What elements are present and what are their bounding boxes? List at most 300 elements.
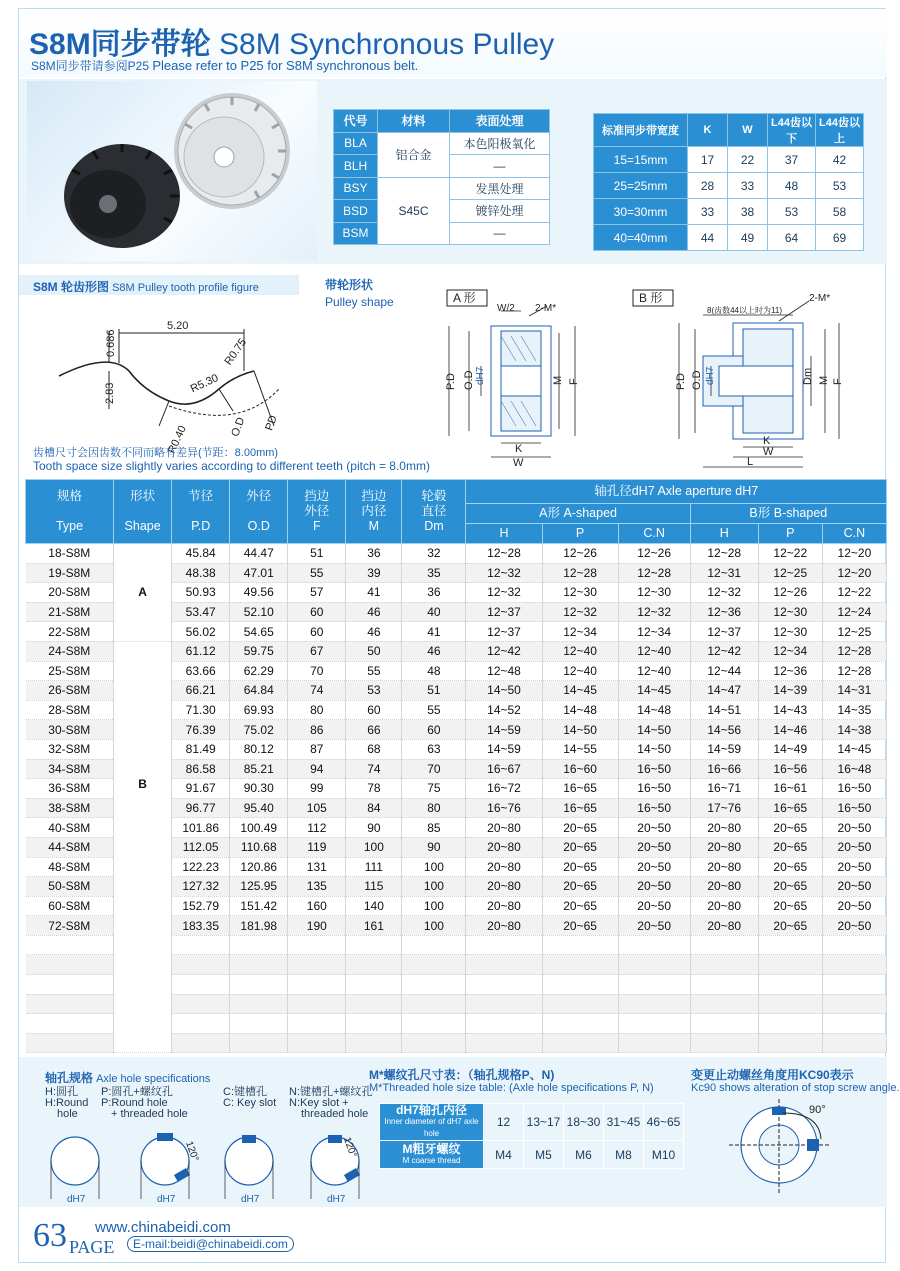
table-cell: 12~42	[690, 641, 758, 661]
table-cell	[758, 994, 822, 1014]
a-dim-dh7: dH7	[475, 366, 486, 385]
axle-n-cn: N:键槽孔+螺纹孔	[289, 1086, 373, 1098]
kw-cell: 64	[768, 225, 816, 251]
table-cell	[618, 935, 690, 955]
table-cell: 125.95	[230, 877, 288, 897]
table-cell	[230, 975, 288, 995]
table-cell: 48.38	[172, 563, 230, 583]
table-cell: 12~32	[542, 602, 618, 622]
table-cell	[822, 935, 886, 955]
table-cell: 34-S8M	[26, 759, 114, 779]
table-cell: 20~80	[466, 857, 542, 877]
col-m-cn: 挡边内径	[361, 489, 387, 518]
table-cell	[542, 935, 618, 955]
table-cell: 14~47	[690, 681, 758, 701]
table-cell	[618, 1033, 690, 1053]
table-cell: 20~50	[618, 896, 690, 916]
table-cell: 17~76	[690, 798, 758, 818]
table-cell	[402, 955, 466, 975]
table-cell	[346, 1033, 402, 1053]
b-shape-label: B 形	[639, 291, 663, 305]
table-cell: 12~42	[466, 641, 542, 661]
table-cell: 20~65	[542, 916, 618, 936]
table-cell	[26, 955, 114, 975]
pulley-photo-image	[27, 81, 317, 261]
table-cell: 112.05	[172, 837, 230, 857]
dim-pd: PD	[263, 413, 280, 433]
thread-cell: 12	[484, 1104, 524, 1141]
table-cell	[402, 935, 466, 955]
table-cell: 16~50	[618, 779, 690, 799]
table-cell: 131	[288, 857, 346, 877]
table-cell	[466, 935, 542, 955]
col-shape-en: Shape	[124, 519, 161, 533]
table-cell: 12~30	[618, 583, 690, 603]
table-cell: 80	[288, 700, 346, 720]
table-cell: 28-S8M	[26, 700, 114, 720]
table-cell: 90.30	[230, 779, 288, 799]
axle-n-en2: threaded hole	[301, 1108, 369, 1120]
table-cell: 14~35	[822, 700, 886, 720]
table-cell: 20~50	[618, 916, 690, 936]
table-cell: 20~80	[690, 916, 758, 936]
tooth-note	[33, 447, 430, 473]
table-cell: 14~50	[618, 739, 690, 759]
table-cell: 14~50	[542, 720, 618, 740]
table-cell: 101.86	[172, 818, 230, 838]
table-cell: 20~65	[758, 818, 822, 838]
table-cell: 20~50	[822, 877, 886, 897]
table-cell: 20~80	[466, 818, 542, 838]
axle-h-cn: H:圆孔	[45, 1086, 78, 1098]
table-cell: 84	[346, 798, 402, 818]
kw-cell: 25=25mm	[594, 173, 688, 199]
table-cell: 63.66	[172, 661, 230, 681]
thread-cell: M4	[484, 1141, 524, 1169]
table-cell: 20~50	[822, 837, 886, 857]
table-cell: 80.12	[230, 739, 288, 759]
table-cell: 38-S8M	[26, 798, 114, 818]
table-cell: 44.47	[230, 544, 288, 564]
table-cell: 81.49	[172, 739, 230, 759]
b-dim-m: M	[818, 375, 830, 385]
col-a-h: H	[466, 524, 542, 544]
table-cell: 59.75	[230, 641, 288, 661]
table-cell	[466, 955, 542, 975]
a-dim-pd: P.D	[445, 373, 457, 390]
mat-material: S45C	[378, 177, 450, 245]
kw-h: 标准同步带宽度	[594, 114, 688, 147]
col-pd	[172, 480, 230, 544]
table-cell: 60	[288, 622, 346, 642]
table-cell	[690, 1014, 758, 1034]
table-cell: 20~80	[466, 877, 542, 897]
dh7-label: dH7	[327, 1194, 346, 1205]
table-cell: 67	[288, 641, 346, 661]
col-shape-cn: 形状	[130, 489, 156, 503]
tooth-title-cn: S8M 轮齿形图	[33, 280, 110, 294]
table-cell: 55	[346, 661, 402, 681]
table-cell: 48-S8M	[26, 857, 114, 877]
table-cell: 30-S8M	[26, 720, 114, 740]
thread-cell: M5	[524, 1141, 564, 1169]
table-cell	[346, 994, 402, 1014]
table-cell: 55	[288, 563, 346, 583]
table-cell: 20~50	[822, 857, 886, 877]
table-cell: 41	[346, 583, 402, 603]
table-cell: 14~50	[618, 720, 690, 740]
table-cell: 20~65	[542, 896, 618, 916]
table-cell: 12~25	[822, 622, 886, 642]
table-cell: 12~30	[542, 583, 618, 603]
table-cell: 20~80	[690, 818, 758, 838]
table-cell: 14~50	[466, 681, 542, 701]
table-cell	[230, 1014, 288, 1034]
subtitle-cn: S8M同步带请参阅P25	[31, 59, 150, 73]
col-f	[288, 480, 346, 544]
kw-h: W	[728, 114, 768, 147]
table-cell: 12~34	[542, 622, 618, 642]
col-f-en: F	[312, 519, 321, 533]
mat-code: BSM	[334, 222, 378, 245]
a-shape-label: A 形	[453, 291, 476, 305]
table-cell: 85	[402, 818, 466, 838]
col-od-en: O.D	[247, 519, 270, 533]
a-dim-m: M	[552, 375, 564, 385]
axle-h-en1: H:Round	[45, 1097, 89, 1109]
table-cell: 14~48	[542, 700, 618, 720]
thread-r1-en: Inner diameter of dH7 axle hole	[384, 1117, 479, 1138]
table-cell: 50.93	[172, 583, 230, 603]
kw-cell: 22	[728, 147, 768, 173]
table-cell: 12~28	[466, 544, 542, 564]
table-cell: 87	[288, 739, 346, 759]
table-cell: 25-S8M	[26, 661, 114, 681]
table-cell: 20~65	[758, 896, 822, 916]
table-cell: 64.84	[230, 681, 288, 701]
table-cell: 20~80	[690, 837, 758, 857]
table-cell: 60-S8M	[26, 896, 114, 916]
table-cell: 14~46	[758, 720, 822, 740]
table-cell: 20-S8M	[26, 583, 114, 603]
thread-cell: 46~65	[644, 1104, 684, 1141]
table-cell: 20~50	[822, 896, 886, 916]
table-cell	[230, 1033, 288, 1053]
table-cell	[172, 955, 230, 975]
kw-cell: 53	[768, 199, 816, 225]
table-cell: 12~40	[618, 661, 690, 681]
axle-c-cn: C:键槽孔	[223, 1086, 267, 1098]
table-cell: 40-S8M	[26, 818, 114, 838]
table-cell: 90	[346, 818, 402, 838]
table-cell	[402, 1014, 466, 1034]
table-cell	[466, 975, 542, 995]
table-cell: 39	[346, 563, 402, 583]
table-cell: 22-S8M	[26, 622, 114, 642]
page-number: 63	[33, 1217, 67, 1254]
kw-h: L44齿以上	[816, 114, 864, 147]
table-cell: 140	[346, 896, 402, 916]
table-cell: 36	[402, 583, 466, 603]
table-cell	[618, 955, 690, 975]
table-cell: 12~26	[758, 583, 822, 603]
round-hole-icon	[51, 1137, 99, 1185]
col-type-en: Type	[55, 519, 84, 533]
table-cell: 20~80	[466, 896, 542, 916]
table-cell: 16~71	[690, 779, 758, 799]
kw-cell: 33	[728, 173, 768, 199]
table-cell	[26, 994, 114, 1014]
email-link[interactable]: E-mail:beidi@chinabeidi.com	[127, 1236, 294, 1252]
thread-cell: 13~17	[524, 1104, 564, 1141]
table-cell: 20~50	[822, 818, 886, 838]
table-cell: 20~65	[542, 837, 618, 857]
table-cell: 86	[288, 720, 346, 740]
title-cn: S8M同步带轮	[29, 28, 211, 61]
table-cell	[288, 935, 346, 955]
angle-120-label: 120°	[183, 1139, 201, 1164]
table-cell: 16~50	[822, 798, 886, 818]
table-cell: 45.84	[172, 544, 230, 564]
col-dm-cn: 轮毂直径	[421, 489, 447, 518]
table-cell: 12~37	[466, 602, 542, 622]
table-cell: 12~48	[466, 661, 542, 681]
table-cell: 70	[288, 661, 346, 681]
table-cell	[288, 1033, 346, 1053]
table-cell: 16~65	[758, 798, 822, 818]
table-cell: 76.39	[172, 720, 230, 740]
table-cell	[542, 975, 618, 995]
table-cell: 75	[402, 779, 466, 799]
b-dim-dm: Dm	[802, 367, 814, 385]
subtitle-en: Please refer to P25 for S8M synchronous belt.	[152, 58, 419, 73]
kw-cell: 58	[816, 199, 864, 225]
table-cell	[402, 994, 466, 1014]
col-b-p: P	[758, 524, 822, 544]
table-cell: 12~37	[466, 622, 542, 642]
dh7-label: dH7	[157, 1194, 176, 1205]
axle-type-h	[45, 1087, 105, 1120]
table-cell: 20~80	[690, 857, 758, 877]
table-cell: 32	[402, 544, 466, 564]
table-cell	[172, 1033, 230, 1053]
mat-treat: —	[450, 222, 550, 245]
table-cell	[822, 1033, 886, 1053]
table-row	[26, 641, 887, 661]
mat-h-treat: 表面处理	[450, 110, 550, 133]
table-cell: 46	[402, 641, 466, 661]
table-cell: 53.47	[172, 602, 230, 622]
axle-p-en1: P:Round hole	[101, 1097, 168, 1109]
page-header	[19, 9, 887, 77]
dh7-label: dH7	[241, 1194, 260, 1205]
table-cell: 71.30	[172, 700, 230, 720]
table-cell: 100	[346, 837, 402, 857]
tooth-title-en: S8M Pulley tooth profile figure	[112, 282, 259, 294]
table-cell: 12~30	[758, 622, 822, 642]
col-od	[230, 480, 288, 544]
table-cell: 12~32	[466, 583, 542, 603]
table-cell: 14~49	[758, 739, 822, 759]
table-cell: 12~37	[690, 622, 758, 642]
table-cell: 49.56	[230, 583, 288, 603]
key-slot-hole-icon	[225, 1137, 273, 1185]
axle-p-cn: P:圆孔+螺纹孔	[101, 1086, 173, 1098]
table-cell	[542, 1033, 618, 1053]
catalog-page	[18, 8, 900, 1263]
b-dim-8: 8(齿数44以上时为11)	[707, 306, 782, 315]
table-cell: 160	[288, 896, 346, 916]
table-cell: 12~28	[822, 641, 886, 661]
table-cell	[690, 994, 758, 1014]
table-cell: 20~50	[618, 837, 690, 857]
col-a-cn: C.N	[618, 524, 690, 544]
table-cell: 12~31	[690, 563, 758, 583]
table-cell: 12~34	[618, 622, 690, 642]
kw-h: K	[688, 114, 728, 147]
col-b-shaped: B形 B-shaped	[690, 504, 886, 524]
table-cell	[172, 975, 230, 995]
material-table	[333, 109, 550, 245]
table-cell: 91.67	[172, 779, 230, 799]
mat-h-material: 材料	[378, 110, 450, 133]
table-cell: 40	[402, 602, 466, 622]
table-cell: 16~65	[542, 798, 618, 818]
dim-0-686: 0.686	[105, 329, 117, 357]
table-cell: 20~65	[758, 837, 822, 857]
thread-cell: M6	[564, 1141, 604, 1169]
table-cell: 12~34	[758, 641, 822, 661]
pulley-photo	[27, 81, 317, 261]
table-cell: 70	[402, 759, 466, 779]
table-cell: 20~80	[690, 896, 758, 916]
dim-r0-75: R0.75	[222, 336, 250, 368]
thread-size-table	[379, 1103, 684, 1169]
table-cell: 14~45	[542, 681, 618, 701]
table-cell: 74	[288, 681, 346, 701]
table-cell	[402, 975, 466, 995]
table-cell: 36	[346, 544, 402, 564]
table-cell: 50-S8M	[26, 877, 114, 897]
kc90-diagram	[719, 1099, 869, 1199]
table-cell: 12~32	[690, 583, 758, 603]
table-cell: 14~38	[822, 720, 886, 740]
table-cell: 12~36	[690, 602, 758, 622]
col-m	[346, 480, 402, 544]
dim-2-83: 2.83	[104, 382, 116, 404]
b-dim-dh7: dH7	[705, 366, 716, 385]
table-cell: 16~60	[542, 759, 618, 779]
table-cell	[690, 1033, 758, 1053]
page-word: PAGE	[69, 1237, 115, 1257]
b-dim-k: K	[763, 435, 771, 447]
dim-r5-30: R5.30	[188, 372, 221, 396]
website-link[interactable]: www.chinabeidi.com	[95, 1219, 231, 1236]
table-cell: 86.58	[172, 759, 230, 779]
shape-cell-b: B	[114, 641, 172, 1052]
table-cell: 74	[346, 759, 402, 779]
table-cell	[758, 975, 822, 995]
mat-treat: —	[450, 155, 550, 178]
col-od-cn: 外径	[246, 489, 272, 503]
table-cell: 16~67	[466, 759, 542, 779]
table-cell	[466, 994, 542, 1014]
table-cell: 16~50	[618, 759, 690, 779]
table-cell: 14~59	[466, 739, 542, 759]
table-cell: 14~45	[618, 681, 690, 701]
mat-code: BSY	[334, 177, 378, 200]
table-cell: 183.35	[172, 916, 230, 936]
table-cell: 12~24	[822, 602, 886, 622]
table-cell: 12~28	[618, 563, 690, 583]
table-cell: 16~48	[822, 759, 886, 779]
table-cell	[172, 994, 230, 1014]
title-en: S8M Synchronous Pulley	[219, 28, 555, 61]
thread-cell: M8	[604, 1141, 644, 1169]
table-cell	[346, 935, 402, 955]
table-cell: 20~50	[618, 857, 690, 877]
thread-title-en: M*Threaded hole size table: (Axle hole specifications P, N)	[369, 1082, 654, 1094]
table-cell	[346, 955, 402, 975]
table-cell: 14~48	[618, 700, 690, 720]
table-cell: 12~32	[466, 563, 542, 583]
table-cell	[618, 994, 690, 1014]
table-cell: 55	[402, 700, 466, 720]
kc-title-en: Kc90 shows alteration of stop screw angle.	[691, 1082, 900, 1094]
kc-title-cn: 变更止动螺丝角度用KC90表示	[691, 1068, 854, 1082]
thread-cell: 18~30	[564, 1104, 604, 1141]
table-cell: 21-S8M	[26, 602, 114, 622]
thread-row1-head	[380, 1104, 484, 1141]
thread-r2-en: M coarse thread	[402, 1155, 461, 1165]
kw-cell: 42	[816, 147, 864, 173]
kw-cell: 33	[688, 199, 728, 225]
table-cell: 20~50	[822, 916, 886, 936]
table-cell: 85.21	[230, 759, 288, 779]
table-cell: 46	[346, 622, 402, 642]
table-cell: 100.49	[230, 818, 288, 838]
table-cell	[618, 1014, 690, 1034]
mat-code: BLH	[334, 155, 378, 178]
col-a-p: P	[542, 524, 618, 544]
table-cell	[288, 994, 346, 1014]
table-cell: 32-S8M	[26, 739, 114, 759]
col-pd-en: P.D	[191, 519, 211, 533]
table-cell	[822, 994, 886, 1014]
table-cell: 12~40	[542, 641, 618, 661]
table-cell	[758, 1033, 822, 1053]
table-cell	[26, 1033, 114, 1053]
table-cell: 69.93	[230, 700, 288, 720]
table-cell	[822, 1014, 886, 1034]
table-cell	[542, 955, 618, 975]
table-cell	[172, 1014, 230, 1034]
table-cell: 14~45	[822, 739, 886, 759]
table-cell: 57	[288, 583, 346, 603]
col-pd-cn: 节径	[188, 489, 214, 503]
a-dim-k: K	[515, 443, 523, 455]
table-cell: 96.77	[172, 798, 230, 818]
spec-table	[25, 479, 887, 1053]
table-cell	[690, 975, 758, 995]
a-dim-w: W	[513, 457, 524, 469]
table-cell	[690, 935, 758, 955]
table-cell	[618, 975, 690, 995]
table-cell	[466, 1014, 542, 1034]
table-cell: 12~22	[758, 544, 822, 564]
table-cell: 12~26	[542, 544, 618, 564]
table-cell: 12~44	[690, 661, 758, 681]
